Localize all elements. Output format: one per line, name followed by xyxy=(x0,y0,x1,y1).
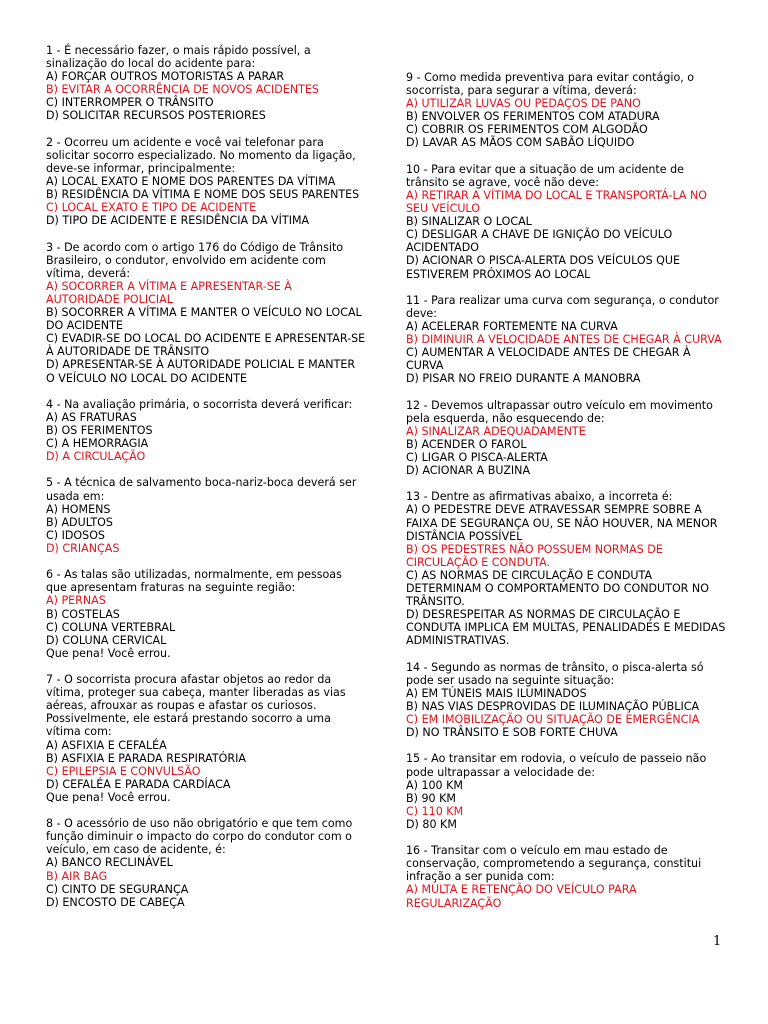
answer-option: D) ACIONAR O PISCA-ALERTA DOS VEÍCULOS QUE ESTIVEREM PRÓXIMOS AO LOCAL xyxy=(406,254,681,281)
answer-option: B) ENVOLVER OS FERIMENTOS COM ATADURA xyxy=(406,110,660,124)
question-block xyxy=(406,399,726,478)
answer-option: C) COLUNA VERTEBRAL xyxy=(46,620,176,634)
question-block xyxy=(406,844,726,909)
question-text: 12 - Devemos ultrapassar outro veículo em movimento pela esquerda, não esquecendo de: xyxy=(406,398,713,425)
question-block xyxy=(46,241,366,385)
answer-option: C) CINTO DE SEGURANÇA xyxy=(46,882,189,896)
question-block xyxy=(406,661,726,740)
answer-option: C) AS NORMAS DE CIRCULAÇÃO E CONDUTA DETERMINAM O COMPORTAMENTO DO CONDUTOR NO TRÂNSITO. xyxy=(406,568,709,609)
answer-option: C) EVADIR-SE DO LOCAL DO ACIDENTE E APRESENTAR-SE À AUTORIDADE DE TRÂNSITO xyxy=(46,332,366,359)
answer-option: A) ASFIXIA E CEFALÉA xyxy=(46,738,167,752)
answer-option-correct: C) EPILEPSIA E CONVULSÃO xyxy=(46,764,201,778)
answer-option-correct: D) A CIRCULAÇÃO xyxy=(46,450,146,464)
question-block xyxy=(406,490,726,647)
answer-option: C) DESLIGAR A CHAVE DE IGNIÇÃO DO VEÍCULO ACIDENTADO xyxy=(406,228,673,255)
question-block xyxy=(406,752,726,831)
left-column xyxy=(46,44,366,922)
question-block xyxy=(406,163,726,281)
answer-option: A) HOMENS xyxy=(46,502,111,516)
answer-option: D) SOLICITAR RECURSOS POSTERIORES xyxy=(46,109,266,123)
question-text: 15 - Ao transitar em rodovia, o veículo de passeio não pode ultrapassar a velocidade de: xyxy=(406,752,707,779)
answer-option: A) BANCO RECLINÁVEL xyxy=(46,856,173,870)
question-block xyxy=(46,398,366,463)
answer-option: B) SINALIZAR O LOCAL xyxy=(406,215,532,229)
answer-option: D) TIPO DE ACIDENTE E RESIDÊNCIA DA VÍTIMA xyxy=(46,214,310,228)
feedback-note: Que pena! Você errou. xyxy=(46,790,171,804)
question-text: 5 - A técnica de salvamento boca-nariz-boca deverá ser usada em: xyxy=(46,476,357,503)
answer-option: D) LAVAR AS MÃOS COM SABÃO LÍQUIDO xyxy=(406,136,635,150)
answer-option: C) LIGAR O PISCA-ALERTA xyxy=(406,451,548,464)
question-text: 9 - Como medida preventiva para evitar contágio, o socorrista, para segurar a vítima, deverá: xyxy=(406,71,695,98)
answer-option: B) COSTELAS xyxy=(46,607,120,621)
answer-option-correct: C) EM IMOBILIZAÇÃO OU SITUAÇÃO DE EMERGÊNCIA xyxy=(406,713,700,727)
answer-option-correct: D) CRIANÇAS xyxy=(46,541,120,555)
answer-option: D) ENCOSTO DE CABEÇA xyxy=(46,895,185,909)
question-block xyxy=(46,673,366,804)
question-text: 4 - Na avaliação primária, o socorrista deverá verificar: xyxy=(46,397,353,411)
answer-option: D) CEFALÉA E PARADA CARDÍACA xyxy=(46,777,231,791)
answer-option: D) NO TRÂNSITO E SOB FORTE CHUVA xyxy=(406,726,618,740)
answer-option: D) PISAR NO FREIO DURANTE A MANOBRA xyxy=(406,372,641,386)
question-text: 13 - Dentre as afirmativas abaixo, a incorreta é: xyxy=(406,490,673,504)
answer-option: C) AUMENTAR A VELOCIDADE ANTES DE CHEGAR À CURVA xyxy=(406,346,691,373)
question-text: 2 - Ocorreu um acidente e você vai telefonar para solicitar socorro especializado. No momento da ligação, deve-se informar, principalmente: xyxy=(46,135,356,175)
answer-option-correct: B) EVITAR A OCORRÊNCIA DE NOVOS ACIDENTES xyxy=(46,83,319,97)
answer-option: D) DESRESPEITAR AS NORMAS DE CIRCULAÇÃO E CONDUTA IMPLICA EM MULTAS, PENALIDADES E MEDIDAS ADMINISTRATIVAS. xyxy=(406,608,726,648)
answer-option: B) ACENDER O FAROL xyxy=(406,437,527,451)
answer-option-correct: A) PERNAS xyxy=(46,594,106,608)
answer-option: D) ACIONAR A BUZINA xyxy=(406,464,531,478)
question-block xyxy=(406,294,726,386)
answer-option-correct: C) LOCAL EXATO E TIPO DE ACIDENTE xyxy=(46,201,257,215)
page-number: 1 xyxy=(713,934,722,949)
question-text: 7 - O socorrista procura afastar objetos ao redor da vítima, proteger sua cabeça, manter liberadas as vias aéreas, afrouxar as roupas e afastar os curiosos. Possivelmente, ele estará prestando socorro a uma vítima com: xyxy=(46,673,346,739)
question-text: 16 - Transitar com o veículo em mau estado de conservação, comprometendo a segurança, constitui infração a ser punida com: xyxy=(406,844,702,884)
answer-option-correct: B) OS PEDESTRES NÃO POSSUEM NORMAS DE CIRCULAÇÃO E CONDUTA. xyxy=(406,542,663,569)
answer-option: B) 90 KM xyxy=(406,791,456,805)
answer-option-correct: A) SINALIZAR ADEQUADAMENTE xyxy=(406,424,586,438)
answer-option: C) COBRIR OS FERIMENTOS COM ALGODÃO xyxy=(406,123,648,137)
answer-option: A) FORÇAR OUTROS MOTORISTAS A PARAR xyxy=(46,70,285,84)
question-text: 8 - O acessório de uso não obrigatório e que tem como função diminuir o impacto do corpo do condutor com o veículo, em caso de acidente, é: xyxy=(46,817,353,857)
question-text: 10 - Para evitar que a situação de um acidente de trânsito se agrave, você não deve: xyxy=(406,162,684,189)
answer-option: B) RESIDÊNCIA DA VÍTIMA E NOME DOS SEUS PARENTES xyxy=(46,188,360,202)
answer-option-correct: B) DIMINUIR A VELOCIDADE ANTES DE CHEGAR À CURVA xyxy=(406,333,722,347)
question-block xyxy=(46,136,366,228)
right-column xyxy=(406,71,726,923)
question-block xyxy=(46,817,366,909)
question-block xyxy=(46,476,366,555)
answer-option: A) O PEDESTRE DEVE ATRAVESSAR SEMPRE SOBRE A FAIXA DE SEGURANÇA OU, SE NÃO HOUVER, NA MENOR DISTÂNCIA POSSÍVEL xyxy=(406,503,718,543)
feedback-note: Que pena! Você errou. xyxy=(46,646,171,660)
answer-option-correct: A) UTILIZAR LUVAS OU PEDAÇOS DE PANO xyxy=(406,97,641,111)
question-text: 14 - Segundo as normas de trânsito, o pisca-alerta só pode ser usado na seguinte situação: xyxy=(406,660,704,687)
answer-option: C) IDOSOS xyxy=(46,528,105,542)
answer-option-correct: A) RETIRAR A VÍTIMA DO LOCAL E TRANSPORTÁ-LA NO SEU VEÍCULO xyxy=(406,188,708,216)
answer-option: C) A HEMORRAGIA xyxy=(46,437,149,451)
question-block xyxy=(46,44,366,123)
answer-option: A) LOCAL EXATO E NOME DOS PARENTES DA VÍTIMA xyxy=(46,175,336,189)
answer-option: B) OS FERIMENTOS xyxy=(46,424,153,437)
answer-option: A) AS FRATURAS xyxy=(46,410,137,424)
answer-option: B) SOCORRER A VÍTIMA E MANTER O VEÍCULO NO LOCAL DO ACIDENTE xyxy=(46,306,362,333)
question-block xyxy=(406,71,726,150)
answer-option: A) ACELERAR FORTEMENTE NA CURVA xyxy=(406,319,618,333)
answer-option: B) ADULTOS xyxy=(46,515,113,529)
answer-option: A) 100 KM xyxy=(406,778,463,792)
answer-option: A) EM TÚNEIS MAIS ILUMINADOS xyxy=(406,686,587,700)
answer-option: B) NAS VIAS DESPROVIDAS DE ILUMINAÇÃO PÚBLICA xyxy=(406,699,700,713)
answer-option: D) APRESENTAR-SE À AUTORIDADE POLICIAL E MANTER O VEÍCULO NO LOCAL DO ACIDENTE xyxy=(46,358,356,385)
answer-option: D) COLUNA CERVICAL xyxy=(46,633,167,647)
answer-option: D) 80 KM xyxy=(406,817,457,831)
question-text: 1 - É necessário fazer, o mais rápido possível, a sinalização do local do acidente para: xyxy=(46,44,311,71)
question-text: 6 - As talas são utilizadas, normalmente, em pessoas que apresentam fraturas na seguinte região: xyxy=(46,568,342,595)
answer-option-correct: A) SOCORRER A VÍTIMA E APRESENTAR-SE À AUTORIDADE POLICIAL xyxy=(46,279,292,306)
answer-option-correct: B) AIR BAG xyxy=(46,869,108,883)
question-text: 11 - Para realizar uma curva com segurança, o condutor deve: xyxy=(406,293,719,320)
answer-option-correct: C) 110 KM xyxy=(406,804,464,818)
question-text: 3 - De acordo com o artigo 176 do Código de Trânsito Brasileiro, o condutor, envolvido em acidente com vítima, deverá: xyxy=(46,240,344,280)
answer-option: C) INTERROMPER O TRÂNSITO xyxy=(46,96,214,110)
question-block xyxy=(46,568,366,660)
answer-option: B) ASFIXIA E PARADA RESPIRATÓRIA xyxy=(46,751,246,765)
answer-option-correct: A) MULTA E RETENÇÃO DO VEÍCULO PARA REGULARIZAÇÃO xyxy=(406,883,637,910)
